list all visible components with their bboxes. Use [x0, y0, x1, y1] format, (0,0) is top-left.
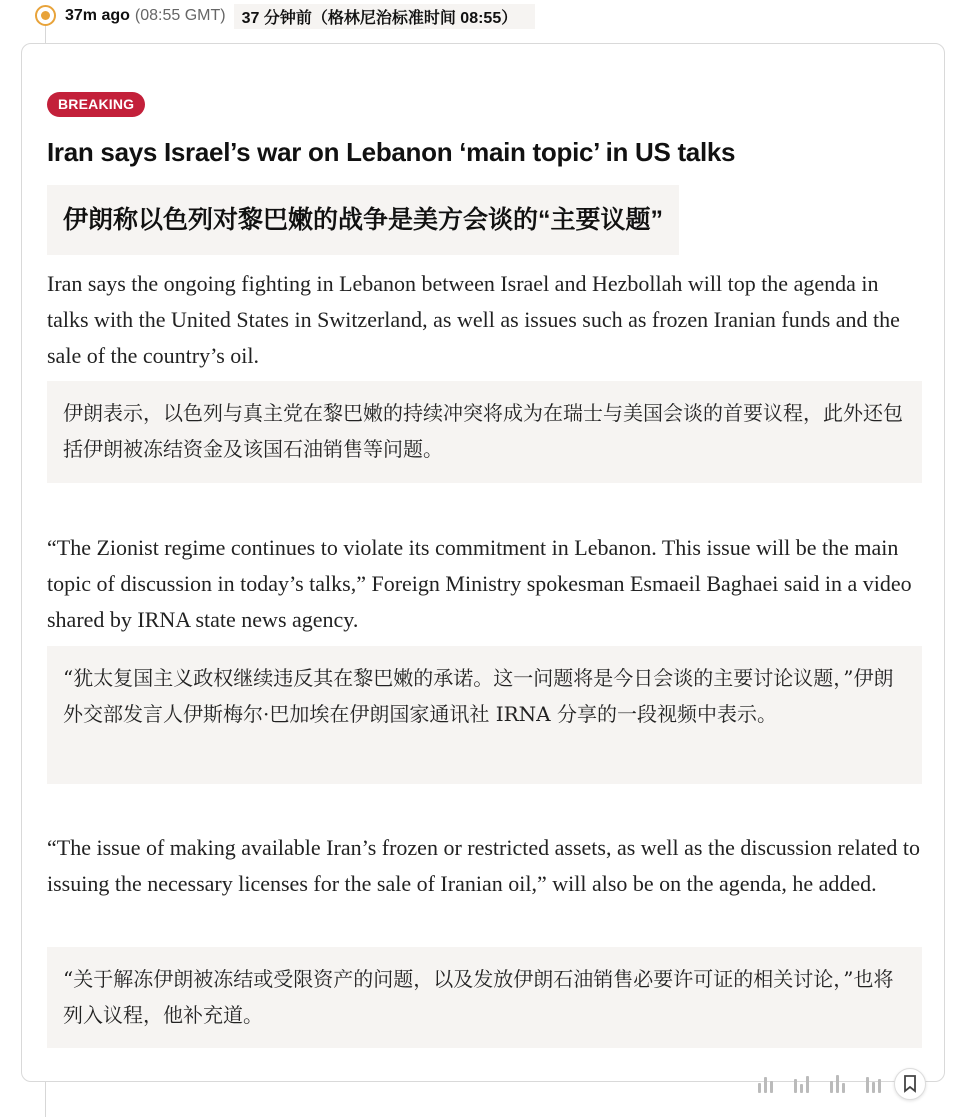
bar-chart-icon[interactable]	[822, 1069, 852, 1099]
paragraph-3: “The issue of making available Iran’s frozen or restricted assets, as well as the discussion related to issuing the necessary licenses for the sale of Iranian oil,” will also be on the agenda, he added.	[47, 835, 920, 896]
bar-chart-icon[interactable]	[786, 1069, 816, 1099]
post-headline: Iran says Israel’s war on Lebanon ‘main topic’ in US talks	[47, 137, 736, 167]
timestamp-ago: 37m ago	[65, 7, 130, 24]
breaking-badge: BREAKING	[47, 92, 145, 117]
paragraph-3-translation: “关于解冻伊朗被冻结或受限资产的问题，以及发放伊朗石油销售必要许可证的相关讨论，”也将列入议程，他补充道。	[47, 947, 922, 1048]
paragraph-2: “The Zionist regime continues to violate its commitment in Lebanon. This issue will be the main topic of discussion in today’s talks,” Foreign Ministry spokesman Esmaeil Baghaei said in a video shared by IRNA state news agency.	[47, 535, 912, 632]
post-timestamp	[65, 4, 535, 28]
live-post-card	[21, 43, 945, 1082]
post-actions	[750, 1064, 926, 1104]
bar-chart-icon[interactable]	[858, 1069, 888, 1099]
paragraph-2-translation: “犹太复国主义政权继续违反其在黎巴嫩的承诺。这一问题将是今日会谈的主要讨论议题，”伊朗外交部发言人伊斯梅尔·巴加埃在伊朗国家通讯社 IRNA 分享的一段视频中表示。	[47, 646, 922, 784]
timestamp-translation: 37 分钟前（格林尼治标准时间 08:55）	[234, 4, 536, 29]
bar-chart-icon[interactable]	[750, 1069, 780, 1099]
paragraph-1: Iran says the ongoing fighting in Lebanon between Israel and Hezbollah will top the agenda in talks with the United States in Switzerland, as well as issues such as frozen Iranian funds and the sale of the country’s oil.	[47, 271, 900, 368]
bookmark-icon[interactable]	[894, 1068, 926, 1100]
timestamp-gmt: (08:55 GMT)	[134, 7, 226, 24]
live-dot-icon	[35, 5, 56, 26]
paragraph-1-translation: 伊朗表示，以色列与真主党在黎巴嫩的持续冲突将成为在瑞士与美国会谈的首要议程，此外还包括伊朗被冻结资金及该国石油销售等问题。	[47, 381, 922, 483]
post-headline-translation: 伊朗称以色列对黎巴嫩的战争是美方会谈的“主要议题”	[47, 185, 679, 255]
